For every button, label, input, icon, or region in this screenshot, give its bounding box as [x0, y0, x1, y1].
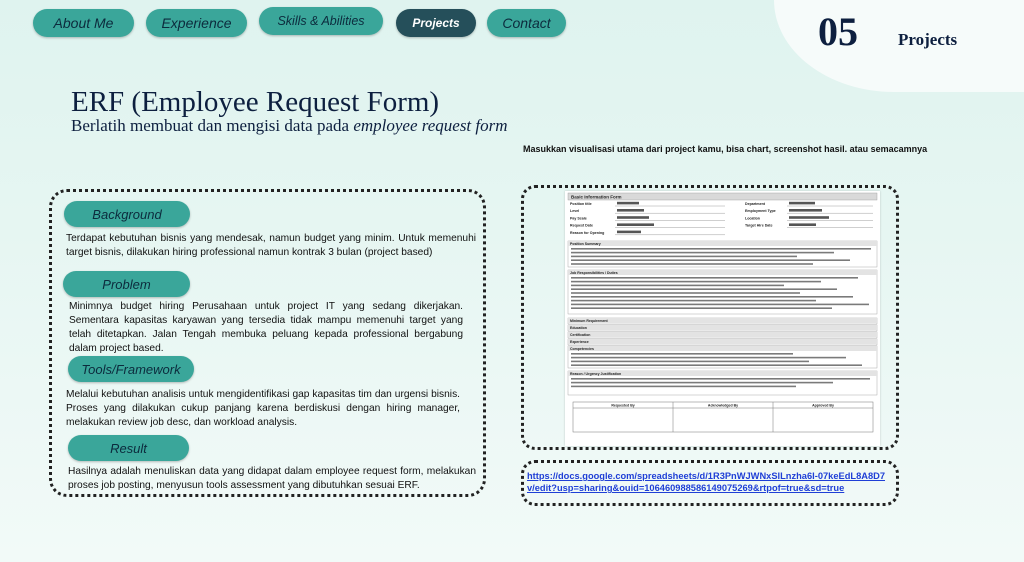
page-number: 05	[818, 9, 858, 54]
doc-field-value	[789, 216, 829, 219]
doc-field-left-label: Request Date	[570, 223, 593, 228]
doc-text-line	[571, 296, 853, 298]
doc-field-value	[789, 202, 815, 205]
doc-sign-area	[573, 402, 873, 432]
doc-field-value	[617, 216, 649, 219]
doc-sign-label: Acknowledged By	[707, 403, 739, 408]
tools-framework-label: Tools/Framework	[68, 356, 194, 382]
doc-field-value	[617, 209, 644, 212]
doc-text-line	[571, 277, 858, 279]
visual-instruction: Masukkan visualisasi utama dari project kamu, bisa chart, screenshot hasil. atau semacamnya	[523, 144, 928, 154]
doc-text-line	[571, 292, 800, 294]
doc-section-frame	[568, 270, 877, 314]
doc-text-line	[571, 252, 834, 254]
doc-field-right-label: Location	[745, 216, 760, 221]
doc-text-line	[571, 248, 871, 250]
doc-field-value	[617, 202, 639, 205]
doc-text-line	[571, 259, 850, 261]
doc-text-line	[571, 364, 862, 366]
doc-text-line	[571, 288, 837, 290]
doc-field-left-label: Pay Scale	[570, 216, 587, 221]
doc-section-title: Certification	[570, 333, 591, 337]
doc-text-line	[571, 304, 869, 306]
doc-section-title: Competencies	[570, 347, 594, 351]
doc-section-title: Minimum Requirement	[570, 319, 608, 323]
doc-text-line	[571, 300, 816, 302]
subtitle-italic: employee request form	[353, 116, 508, 135]
doc-section-header	[568, 318, 877, 323]
doc-section-header	[568, 332, 877, 337]
doc-text-line	[571, 281, 821, 283]
doc-field-left-label: Level	[570, 209, 580, 214]
doc-sign-label: Approved By	[812, 403, 834, 408]
background-label: Background	[64, 201, 190, 227]
doc-section-header	[568, 325, 877, 330]
erf-document-drawing	[565, 191, 880, 446]
project-title: ERF (Employee Request Form)	[71, 86, 440, 118]
doc-text-line	[571, 386, 796, 388]
doc-field-right-label: Target Hire Date	[745, 223, 773, 228]
nav-skills-abilities[interactable]: Skills & Abilities	[259, 7, 383, 35]
doc-section-header	[568, 346, 877, 351]
doc-field-left-label: Reason for Opening	[570, 230, 605, 235]
doc-field-right-label: Employment Type	[745, 209, 776, 214]
background-text: Terdapat kebutuhan bisnis yang mendesak, namun budget yang minim. Untuk memenuhi target bisnis, dilakukan hiring professional namun kontrak 3 bulan (project based)	[66, 233, 476, 258]
doc-text-line	[571, 382, 833, 384]
doc-sections-area	[568, 241, 877, 395]
result-label: Result	[68, 435, 189, 461]
doc-heading: Basic Information Form	[571, 194, 622, 200]
doc-field-value	[789, 223, 816, 226]
doc-section-header	[568, 339, 877, 344]
page-label: Projects	[898, 30, 958, 49]
doc-section-title: Education	[570, 326, 587, 330]
doc-text-line	[571, 378, 870, 380]
doc-text-line	[571, 361, 809, 363]
subtitle-plain: Berlatih membuat dan mengisi data pada	[71, 116, 354, 135]
doc-field-left-label: Position title	[570, 202, 592, 206]
doc-text-line	[571, 256, 797, 258]
erf-document-screenshot	[565, 191, 880, 446]
doc-section-title: Experience	[570, 340, 589, 344]
spreadsheet-link[interactable]: https://docs.google.com/spreadsheets/d/1R3PnWJWNxSlLnzha6I-07keEdL8A8D7v/edit?usp=sharing&ouid=106460988586149075269&rtpof=true&sd=true	[527, 471, 886, 493]
doc-field-value	[617, 223, 654, 226]
doc-field-value	[789, 209, 822, 212]
tools-framework-text: Melalui kebutuhan analisis untuk mengidentifikasi gap kapasitas tim dan urgensi bisnis. Proses yang dilakukan cukup panjang karena berdiskusi dengan hiring manager, melakukan review job desc, dan workload analysis.	[66, 389, 460, 428]
doc-section-title: Job Responsibilities / Duties	[570, 271, 618, 275]
doc-section-title: Position Summary	[570, 242, 601, 246]
doc-text-line	[571, 285, 784, 287]
doc-fields-area	[570, 202, 873, 235]
doc-field-right-label: Department	[745, 202, 765, 206]
nav-contact[interactable]: Contact	[487, 9, 566, 37]
result-text: Hasilnya adalah menuliskan data yang didapat dalam employee request form, melakukan proses job posting, menyusun tools assessment yang dibutuhkan sesuai ERF.	[68, 466, 476, 491]
nav-projects[interactable]: Projects	[396, 9, 476, 37]
nav-about-me[interactable]: About Me	[33, 9, 134, 37]
nav-experience[interactable]: Experience	[146, 9, 247, 37]
doc-text-line	[571, 353, 793, 355]
doc-field-value	[617, 231, 641, 234]
doc-text-line	[571, 357, 846, 359]
project-subtitle	[71, 116, 508, 136]
problem-label: Problem	[63, 271, 190, 297]
doc-section-title: Reason / Urgency Justification	[570, 372, 622, 376]
doc-sign-label: Requested By	[611, 403, 635, 408]
problem-text: Minimnya budget hiring Perusahaan untuk project IT yang sedang dikerjakan. Sementara kapasitas karyawan yang tersedia tidak mampu memenuhi target yang telah ditetapkan. Jalan Tengah membuka peluang kepada professional bergabung dalam project based.	[69, 301, 463, 354]
doc-section-header	[568, 241, 877, 246]
doc-text-line	[571, 263, 813, 265]
doc-text-line	[571, 307, 832, 309]
